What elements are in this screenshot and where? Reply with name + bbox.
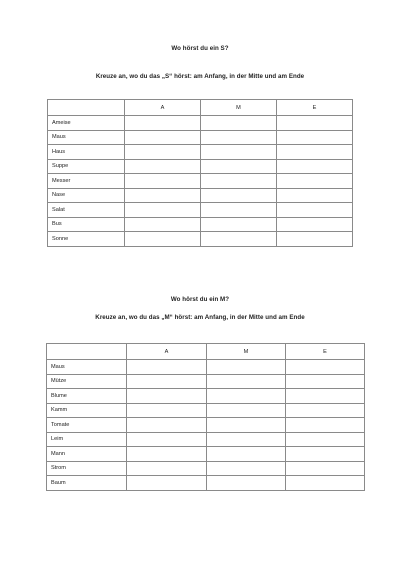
table-row: [47, 447, 365, 462]
checkbox-cell-ende[interactable]: [277, 188, 353, 203]
checkbox-cell-anfang[interactable]: [127, 476, 207, 491]
section-s-instruction: Kreuze an, wo du das „S“ hörst: am Anfang, in der Mitte und am Ende: [95, 73, 305, 80]
table-row: [47, 432, 365, 447]
word-cell: Bus: [48, 217, 125, 232]
word-cell: Baum: [47, 476, 127, 491]
word-cell: Tomate: [47, 418, 127, 433]
checkbox-cell-anfang[interactable]: [127, 418, 207, 433]
table-row: [48, 217, 353, 232]
checkbox-cell-mitte[interactable]: [201, 188, 277, 203]
checkbox-cell-ende[interactable]: [277, 232, 353, 247]
table-row: [47, 476, 365, 491]
checkbox-cell-ende[interactable]: [286, 418, 365, 433]
table-row: [47, 389, 365, 404]
checkbox-cell-mitte[interactable]: [207, 418, 286, 433]
checkbox-cell-ende[interactable]: [286, 461, 365, 476]
checkbox-cell-anfang[interactable]: [127, 389, 207, 404]
header-anfang: A: [125, 100, 201, 116]
word-cell: Ameise: [48, 116, 125, 131]
table-header-row: [48, 100, 353, 116]
checkbox-cell-ende[interactable]: [277, 130, 353, 145]
header-word: [48, 100, 125, 116]
checkbox-cell-ende[interactable]: [286, 403, 365, 418]
checkbox-cell-mitte[interactable]: [201, 130, 277, 145]
checkbox-cell-anfang[interactable]: [125, 130, 201, 145]
checkbox-cell-ende[interactable]: [286, 447, 365, 462]
header-word: [47, 344, 127, 360]
checkbox-cell-ende[interactable]: [277, 174, 353, 189]
word-cell: Salat: [48, 203, 125, 218]
checkbox-cell-mitte[interactable]: [201, 159, 277, 174]
header-mitte: M: [201, 100, 277, 116]
checkbox-cell-mitte[interactable]: [207, 374, 286, 389]
checkbox-cell-anfang[interactable]: [127, 461, 207, 476]
checkbox-cell-ende[interactable]: [286, 432, 365, 447]
table-row: [47, 418, 365, 433]
table-row: [47, 374, 365, 389]
checkbox-cell-anfang[interactable]: [125, 203, 201, 218]
table-row: [48, 116, 353, 131]
word-cell: Maus: [48, 130, 125, 145]
checkbox-cell-ende[interactable]: [277, 159, 353, 174]
checkbox-cell-anfang[interactable]: [125, 174, 201, 189]
table-row: [48, 130, 353, 145]
checkbox-cell-anfang[interactable]: [127, 374, 207, 389]
header-ende: E: [277, 100, 353, 116]
table-row: [48, 232, 353, 247]
word-cell: Mütze: [47, 374, 127, 389]
checkbox-cell-ende[interactable]: [286, 374, 365, 389]
checkbox-cell-mitte[interactable]: [207, 447, 286, 462]
section-s-title: Wo hörst du ein S?: [171, 45, 229, 52]
checkbox-cell-anfang[interactable]: [127, 360, 207, 375]
word-cell: Strom: [47, 461, 127, 476]
table-row: [47, 360, 365, 375]
checkbox-cell-anfang[interactable]: [127, 403, 207, 418]
checkbox-cell-anfang[interactable]: [125, 217, 201, 232]
checkbox-cell-ende[interactable]: [286, 389, 365, 404]
header-ende: E: [286, 344, 365, 360]
checkbox-cell-ende[interactable]: [277, 203, 353, 218]
word-cell: Maus: [47, 360, 127, 375]
checkbox-cell-mitte[interactable]: [201, 174, 277, 189]
checkbox-cell-mitte[interactable]: [201, 217, 277, 232]
checkbox-cell-mitte[interactable]: [201, 145, 277, 160]
table-header-row: [47, 344, 365, 360]
checkbox-cell-ende[interactable]: [277, 217, 353, 232]
word-cell: Sonne: [48, 232, 125, 247]
checkbox-cell-mitte[interactable]: [207, 403, 286, 418]
table-row: [48, 203, 353, 218]
section-m-title: Wo hörst du ein M?: [170, 296, 230, 303]
checkbox-cell-anfang[interactable]: [125, 159, 201, 174]
word-cell: Haus: [48, 145, 125, 160]
table-row: [47, 461, 365, 476]
header-anfang: A: [127, 344, 207, 360]
checkbox-cell-mitte[interactable]: [207, 360, 286, 375]
checkbox-cell-mitte[interactable]: [201, 116, 277, 131]
word-cell: Leim: [47, 432, 127, 447]
s-sound-table: [47, 99, 353, 247]
checkbox-cell-anfang[interactable]: [127, 432, 207, 447]
checkbox-cell-ende[interactable]: [277, 145, 353, 160]
table-row: [48, 145, 353, 160]
checkbox-cell-anfang[interactable]: [127, 447, 207, 462]
table-row: [48, 174, 353, 189]
checkbox-cell-ende[interactable]: [286, 476, 365, 491]
header-mitte: M: [207, 344, 286, 360]
checkbox-cell-mitte[interactable]: [201, 232, 277, 247]
table-row: [48, 188, 353, 203]
checkbox-cell-mitte[interactable]: [207, 432, 286, 447]
checkbox-cell-ende[interactable]: [277, 116, 353, 131]
checkbox-cell-anfang[interactable]: [125, 116, 201, 131]
word-cell: Mann: [47, 447, 127, 462]
checkbox-cell-anfang[interactable]: [125, 145, 201, 160]
checkbox-cell-mitte[interactable]: [207, 389, 286, 404]
checkbox-cell-mitte[interactable]: [207, 461, 286, 476]
checkbox-cell-ende[interactable]: [286, 360, 365, 375]
section-m-instruction: Kreuze an, wo du das „M“ hörst: am Anfang, in der Mitte und am Ende: [95, 314, 305, 321]
checkbox-cell-anfang[interactable]: [125, 232, 201, 247]
word-cell: Kamm: [47, 403, 127, 418]
table-row: [47, 403, 365, 418]
checkbox-cell-mitte[interactable]: [207, 476, 286, 491]
word-cell: Messer: [48, 174, 125, 189]
word-cell: Suppe: [48, 159, 125, 174]
word-cell: Nase: [48, 188, 125, 203]
table-row: [48, 159, 353, 174]
word-cell: Blume: [47, 389, 127, 404]
checkbox-cell-mitte[interactable]: [201, 203, 277, 218]
m-sound-table: [46, 343, 365, 491]
checkbox-cell-anfang[interactable]: [125, 188, 201, 203]
